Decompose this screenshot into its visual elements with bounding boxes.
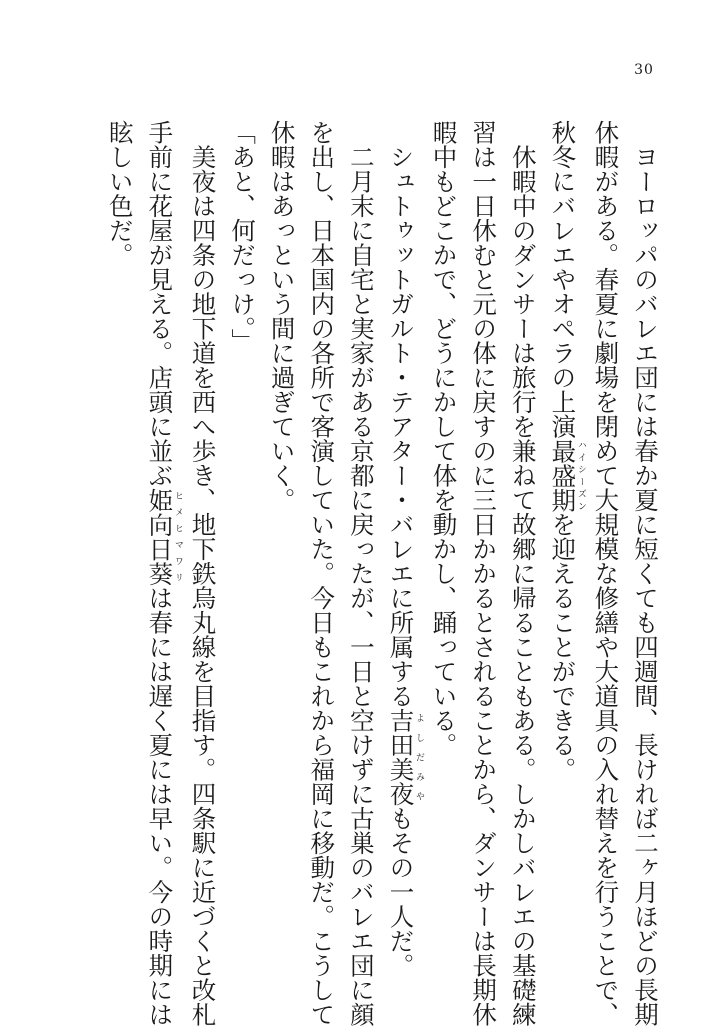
text-segment: 手前に花屋が見える。店頭に並ぶ [145,120,175,488]
text-line: 美夜は四条の地下道を西へ歩き、地下鉄烏丸線を目指す。四条駅に近づくと改札 [188,120,218,1027]
text-line [543,120,586,960]
text-line: 暇中もどこかで、どうにかして体を動かし、踊っている。 [429,120,459,757]
text-line: ヨーロッパのバレエ団には春か夏に短くても四週間、長ければ二ヶ月ほどの長期 [631,120,660,1027]
ruby-word: 最盛期ハイシーズン [548,438,586,512]
text-line: 二月末に自宅と実家がある京都に戻ったが、一日と空けずに古巣のバレエ団に顔 [346,120,376,1027]
ruby-word: 姫向日葵ヒメヒマワリ [145,487,183,586]
text-segment: 秋冬にバレエやオペラの上演 [548,120,578,439]
page-number: 30 [634,62,654,78]
text-line: を出し、日本国内の各所で客演していた。今日もこれから福岡に移動だ。こうして [307,120,337,1027]
text-line: 「あと、何だっけ。」 [228,120,258,353]
ruby-reading: よしだみや [413,708,424,806]
ruby-word: 吉田美夜よしだみや [386,708,424,806]
text-line: 休暇がある。春夏に劇場を閉めて大規模な修繕や大道具の入れ替えを行うことで、 [591,120,621,1027]
text-line: 休暇はあっという間に過ぎていく。 [267,120,297,512]
text-segment: シュトゥットガルト・テアター・バレエに所属する [386,120,416,708]
text-segment: を迎えることができる。 [548,512,578,782]
text-line [381,120,424,978]
body-text [100,120,665,1027]
text-line: 休暇中のダンサーは旅行を兼ねて故郷に帰ることもある。しかしバレエの基礎練 [508,120,538,1027]
text-line: 眩しい色だ。 [105,120,135,267]
text-line [140,120,183,1027]
text-segment: もその一人だ。 [386,806,416,978]
text-segment: は春には遅く夏には早い。今の時期には [145,585,175,1027]
ruby-reading: ヒメヒマワリ [172,487,183,586]
ruby-reading: ハイシーズン [575,438,586,512]
text-line: 習は一日休むと元の体に戻すのに三日かかるとされることから、ダンサーは長期休 [469,120,499,1027]
